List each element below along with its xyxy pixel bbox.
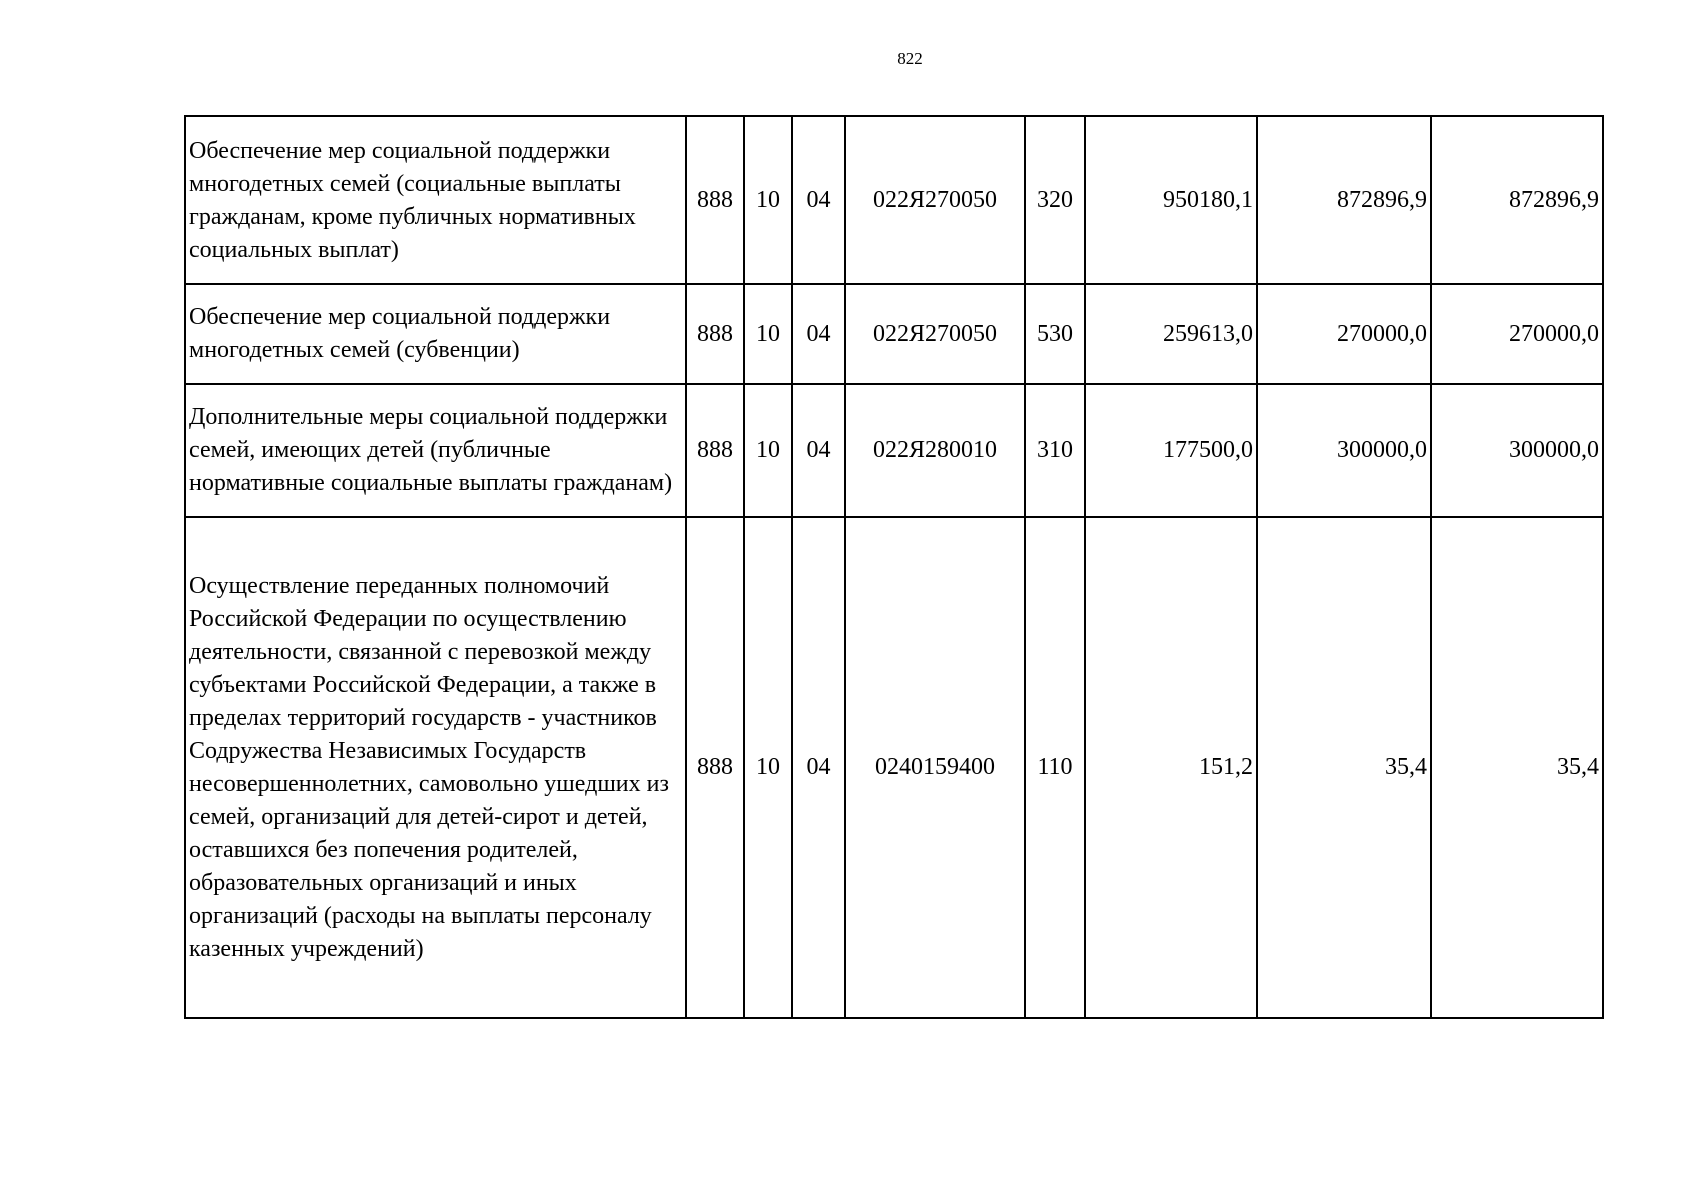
expense-type-code: 530 [1025, 284, 1085, 384]
amount-2: 300000,0 [1257, 384, 1431, 517]
amount-3: 300000,0 [1431, 384, 1603, 517]
amount-1: 151,2 [1085, 517, 1257, 1018]
table-row [185, 517, 1603, 1018]
table-row [185, 116, 1603, 284]
target-article-code: 0240159400 [845, 517, 1025, 1018]
amount-1: 177500,0 [1085, 384, 1257, 517]
subsection-code: 04 [792, 384, 845, 517]
section-code: 10 [744, 517, 792, 1018]
amount-2: 872896,9 [1257, 116, 1431, 284]
amount-3: 270000,0 [1431, 284, 1603, 384]
budget-table [184, 115, 1604, 1019]
target-article-code: 022Я280010 [845, 384, 1025, 517]
amount-3: 35,4 [1431, 517, 1603, 1018]
subsection-code: 04 [792, 517, 845, 1018]
target-article-code: 022Я270050 [845, 284, 1025, 384]
amount-2: 270000,0 [1257, 284, 1431, 384]
section-code: 10 [744, 284, 792, 384]
expense-type-code: 110 [1025, 517, 1085, 1018]
expense-name: Осуществление переданных полномочий Российской Федерации по осуществлению деятельности, связанной с перевозкой между субъектами Российской Федерации, а также в пределах территорий государств - участников Содружества Независимых Государств несовершеннолетних, самовольно ушедших из семей, организаций для детей-сирот и детей, оставшихся без попечения родителей, образовательных организаций и иных организаций (расходы на выплаты персоналу казенных учреждений) [185, 517, 686, 1018]
subsection-code: 04 [792, 284, 845, 384]
expense-name: Обеспечение мер социальной поддержки многодетных семей (социальные выплаты гражданам, кроме публичных нормативных социальных выплат) [185, 116, 686, 284]
section-code: 10 [744, 384, 792, 517]
amount-2: 35,4 [1257, 517, 1431, 1018]
expense-type-code: 310 [1025, 384, 1085, 517]
expense-name: Дополнительные меры социальной поддержки семей, имеющих детей (публичные нормативные социальные выплаты гражданам) [185, 384, 686, 517]
amount-1: 259613,0 [1085, 284, 1257, 384]
ministry-code: 888 [686, 517, 744, 1018]
expense-type-code: 320 [1025, 116, 1085, 284]
subsection-code: 04 [792, 116, 845, 284]
page-number: 822 [897, 49, 923, 68]
section-code: 10 [744, 116, 792, 284]
ministry-code: 888 [686, 116, 744, 284]
table-row [185, 284, 1603, 384]
ministry-code: 888 [686, 284, 744, 384]
amount-3: 872896,9 [1431, 116, 1603, 284]
expense-name: Обеспечение мер социальной поддержки многодетных семей (субвенции) [185, 284, 686, 384]
amount-1: 950180,1 [1085, 116, 1257, 284]
target-article-code: 022Я270050 [845, 116, 1025, 284]
ministry-code: 888 [686, 384, 744, 517]
table-row [185, 384, 1603, 517]
